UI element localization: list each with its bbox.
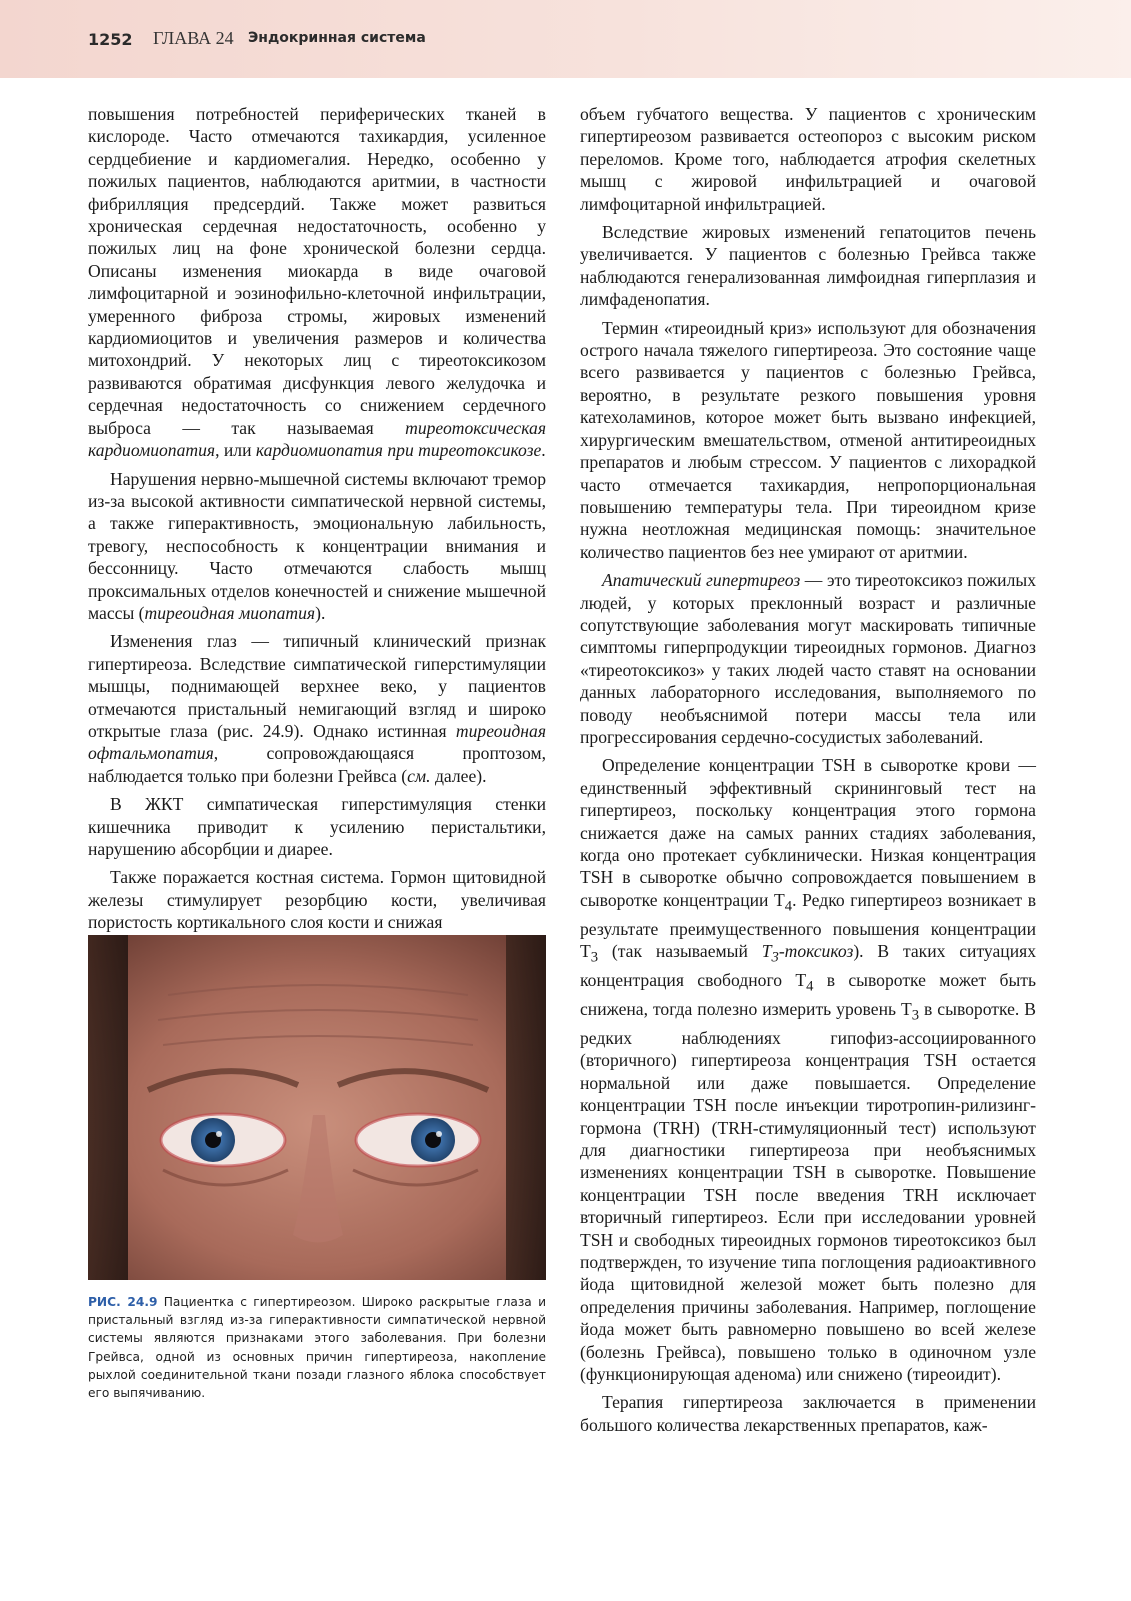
figure-photo [88,935,546,1280]
patient-face-photo [88,935,546,1280]
paragraph: Изменения глаз — типичный клинический признак гипертиреоза. Вследствие симпатической гиперстимуляции мышцы, поднимающей верхнее веко, у пациентов отмечаются пристальный немигающий взгляд и широко открытые глаза (рис. 24.9). Однако истинная тиреоидная офтальмопатия, сопровождающаяся проптозом, наблюдается только при болезни Грейвса (см. далее). [88,631,546,786]
right-column [580,103,1036,1442]
paragraph: Термин «тиреоидный криз» используют для обозначения острого начала тяжелого гипертиреоза. Это состояние чаще всего развивается у пациентов с болезнью Грейвса, вероятно, в результате резкого повышения уровня катехоламинов, которое может быть вызвано инфекцией, хирургическим вмешательством, отменой антитиреоидных препаратов и любым стрессом. У пациентов с лихорадкой часто отмечается тахикардия, непропорциональная повышению температуры тела. При тиреоидном кризе нужна неотложная медицинская помощь: значительное количество пациентов без нее умирают от аритмии. [580,317,1036,562]
chapter-title: Эндокринная система [248,30,426,46]
figure-caption [88,1293,546,1402]
page-header [0,0,1131,78]
page-number: 1252 [88,30,133,49]
paragraph: Вследствие жировых изменений гепатоцитов печень увеличивается. У пациентов с болезнью Грейвса также наблюдаются генерализованная лимфоидная гиперплазия и лимфаденопатия. [580,222,1036,310]
left-column [88,103,546,940]
paragraph: Определение концентрации TSH в сыворотке крови — единственный эффективный скрининговый тест на гипертиреоз, поскольку концентрация этого гормона снижается даже на самых ранних стадиях заболевания, когда оно протекает субклинически. Низкая концентрация TSH в сыворотке обычно сопровождается повышением в сыворотке концентрации $T_4$. Редко гипертиреоз возникает в результате преимущественного повышения концентрации $T_3$ (так называемый $T_3-токсикоз$). В таких ситуациях концентрация свободного $T_4$ в сыворотке может быть снижена, тогда полезно измерить уровень $T_3$ в сыворотке. В редких наблюдениях гипофиз-ассоциированного (вторичного) гипертиреоза концентрация TSH остается нормальной или даже повышается. Определение концентрации TSH после инъекции тиротропин-рилизинг-гормона (TRH) (TRH-стимуляционный тест) используют для диагностики гипертиреоза при необъяснимых изменениях концентрации TSH в сыворотке. Повышение концентрации TSH после введения TRH исключает вторичный гипертиреоз. Если при исследовании уровней TSH и свободных тиреоидных гормонов тиреотоксикоз был подтвержден, то изучение типа поглощения радиоактивного йода щитовидной железой может быть полезно для определения причины заболевания. Например, поглощение йода может быть равномерно повышено во всей железе (болезнь Грейвса), повышено только в одиночном узле (функционирующая аденома) или снижено (тиреоидит). [580,755,1036,1384]
paragraph: Терапия гипертиреоза заключается в применении большого количества лекарственных препаратов, каж- [580,1392,1036,1435]
paragraph: Нарушения нервно-мышечной системы включают тремор из-за высокой активности симпатической нервной системы, а также гиперактивность, эмоциональную лабильность, тревогу, неспособность к концентрации внимания и бессонницу. Часто отмечаются слабость мышц проксимальных отделов конечностей и снижение мышечной массы (тиреоидная миопатия). [88,468,546,623]
paragraph: В ЖКТ симпатическая гиперстимуляция стенки кишечника приводит к усилению перистальтики, нарушению абсорбции и диарее. [88,794,546,859]
paragraph: Апатический гипертиреоз — это тиреотоксикоз пожилых людей, у которых преклонный возраст и различные сопутствующие заболевания могут маскировать типичные симптомы гиперпродукции тиреоидных гормонов. Диагноз «тиреотоксикоз» у таких людей часто ставят на основании данных лабораторного исследования, выполняемого по поводу необъяснимой потери массы тела или прогрессирования сердечно-сосудистых заболеваний. [580,570,1036,747]
chapter-label: ГЛАВА 24 [153,28,234,48]
paragraph: Также поражается костная система. Гормон щитовидной железы стимулирует резорбцию кости, увеличивая пористость кортикального слоя кости и снижая [88,867,546,933]
figure-label: РИС. 24.9 [88,1295,158,1309]
caption-text: Пациентка с гипертиреозом. Широко раскрытые глаза и пристальный взгляд из-за гиперактивности симпатической нервной системы являются признаками этого заболевания. При болезни Грейвса, одной из основных причин гипертиреоза, накопление рыхлой соединительной ткани позади глазного яблока способствует его выпячиванию. [88,1295,546,1401]
paragraph: повышения потребностей периферических тканей в кислороде. Часто отмечаются тахикардия, усиленное сердцебиение и кардиомегалия. Нередко, особенно у пожилых пациентов, наблюдаются аритмии, в частности фибрилляция предсердий. Также может развиться хроническая сердечная недостаточность, особенно у пожилых лиц на фоне хронической болезни сердца. Описаны изменения миокарда в виде очаговой лимфоцитарной и эозинофильно-клеточной инфильтрации, умеренного фиброза стромы, жировых изменений кардиомиоцитов и увеличения размеров и количества митохондрий. У некоторых лиц с тиреотоксикозом развиваются обратимая дисфункция левого желудочка и сердечная недостаточность со снижением сердечного выброса — так называемая тиреотоксическая кардиомиопатия, или кардиомиопатия при тиреотоксикозе. [88,104,546,461]
paragraph: объем губчатого вещества. У пациентов с хроническим гипертиреозом развивается остеопороз с высоким риском переломов. Кроме того, наблюдается атрофия скелетных мышц с жировой инфильтрацией и очаговой лимфоцитарной инфильтрацией. [580,104,1036,214]
